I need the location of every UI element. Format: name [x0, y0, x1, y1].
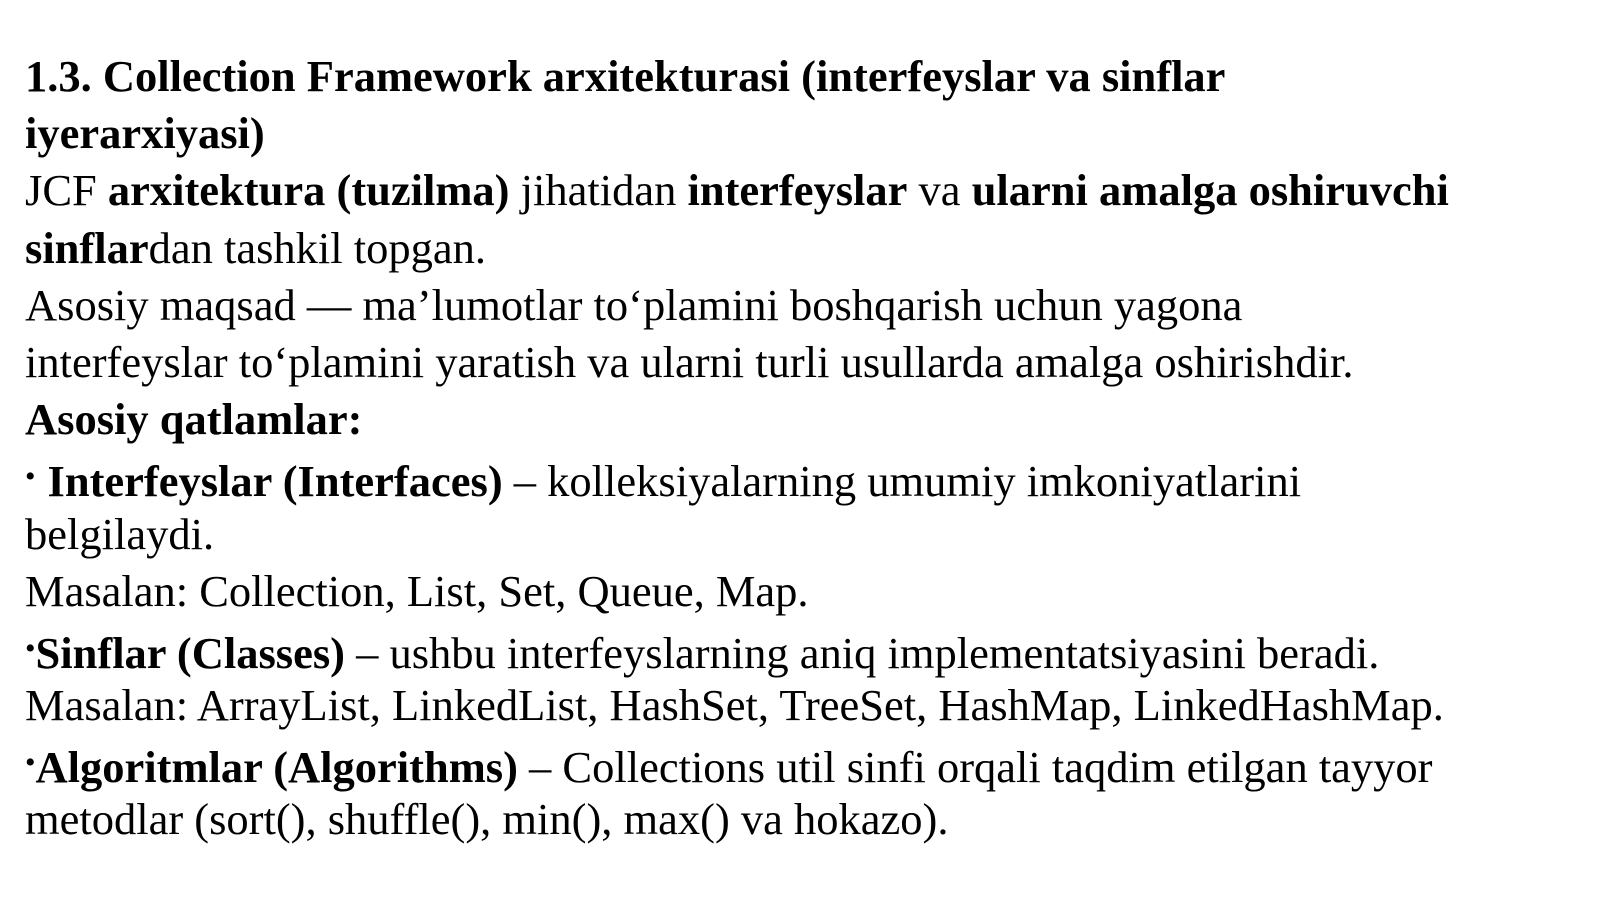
item-example-interfaces: Masalan: Collection, List, Set, Queue, Map.: [25, 565, 809, 616]
intro-jcf: JCF: [25, 165, 108, 216]
item-title-classes: Sinflar (Classes): [35, 627, 345, 678]
item-title-interfaces: Interfeyslar (Interfaces): [47, 456, 503, 507]
intro-jihatidan: jihatidan: [509, 165, 688, 216]
item-example-classes: Masalan: ArrayList, LinkedList, HashSet, TreeSet, HashMap, LinkedHashMap.: [25, 680, 1444, 731]
intro-implementations: ularni amalga oshiruvchi: [971, 165, 1449, 216]
bullet-item-classes: [25, 620, 1585, 677]
item-desc-algorithms-continued: metodlar (sort(), shuffle(), min(), max() va hokazo).: [25, 794, 949, 845]
heading-text: 1.3. Collection Framework arxitekturasi (interfeyslar va sinflar: [25, 51, 1226, 101]
item-title-algorithms: Algoritmlar (Algorithms): [35, 742, 518, 793]
heading-text-continued: iyerarxiyasi): [25, 108, 265, 159]
item-desc-interfaces: – kolleksiyalarning umumiy imkoniyatlarini: [502, 456, 1302, 507]
intro-interfaces: interfeyslar: [687, 165, 908, 216]
bullet-item-interfaces: [25, 448, 1585, 505]
intro-va: va: [907, 165, 972, 216]
intro-classes: sinflar: [25, 222, 149, 273]
layers-title: Asosiy qatlamlar:: [25, 394, 363, 445]
layers-title-line: [25, 391, 1585, 448]
item-desc-algorithms: – Collections util sinfi orqali taqdim etilgan tayyor: [517, 742, 1433, 793]
intro-line-2: [25, 220, 1585, 277]
bullet-icon: •: [25, 746, 36, 780]
intro-rest: dan tashkil topgan.: [148, 222, 487, 273]
slide-content: [25, 48, 1585, 849]
bullet-icon: •: [25, 631, 36, 665]
heading-line-1: [25, 48, 1585, 105]
bullet-item-algorithms: [25, 734, 1585, 791]
bullet-icon: •: [25, 460, 36, 494]
goal-line-1: Asosiy maqsad — ma’lumotlar to‘plamini boshqarish uchun yagona: [25, 279, 1243, 330]
item-desc-classes: – ushbu interfeyslarning aniq implementatsiyasini beradi.: [344, 627, 1380, 678]
item-desc-interfaces-continued: belgilaydi.: [25, 508, 215, 559]
goal-line-2: interfeyslar to‘plamini yaratish va ularni turli usullarda amalga oshirishdir.: [25, 336, 1354, 387]
intro-architecture: arxitektura (tuzilma): [107, 165, 510, 216]
heading-line-2: [25, 105, 1585, 162]
intro-line-1: [25, 162, 1585, 219]
